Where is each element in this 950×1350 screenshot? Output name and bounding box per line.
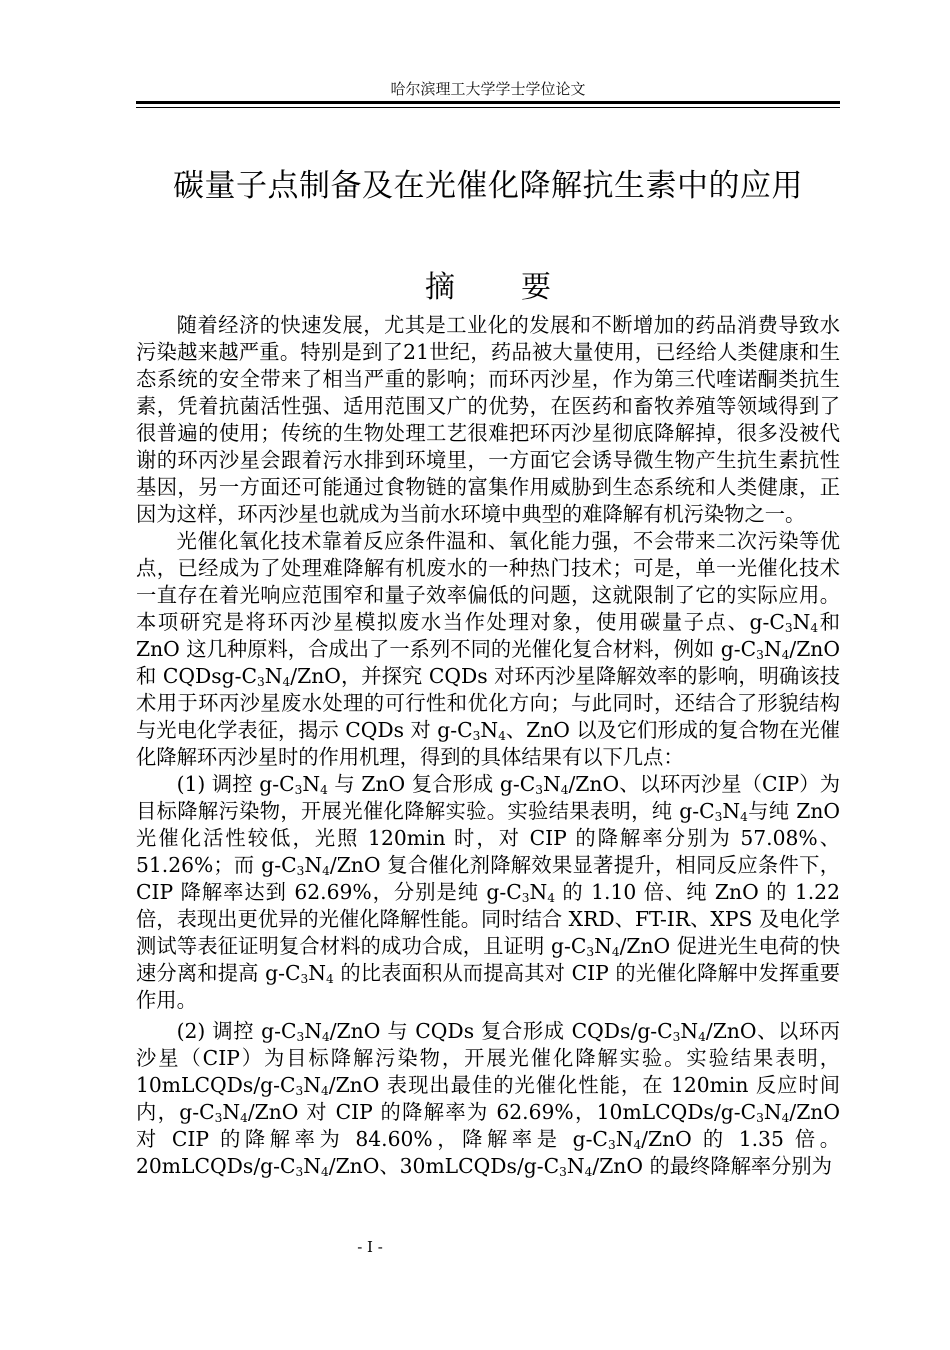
formula-subscript: 4 [322,864,330,879]
formula-text: N [304,1019,322,1043]
formula-text: N [302,772,321,796]
formula-text: N [303,1073,321,1097]
formula-text: g-C [637,1019,673,1043]
formula-subscript: 4 [321,1030,330,1045]
formula-text: /ZnO [789,637,840,661]
formula-subscript: 3 [756,648,764,663]
formula-text: N [763,1100,782,1124]
formula-subscript: 3 [559,1165,567,1180]
formula-subscript: 4 [584,1165,593,1180]
formula-text: g-C [572,1127,608,1151]
formula-text: N [542,772,561,796]
formula-subscript: 3 [784,621,793,636]
formula-gcn-zno [637,1019,756,1043]
formula-subscript: 3 [607,1138,616,1153]
formula-text: g-C [523,1154,560,1178]
abstract-body [136,312,840,1180]
abstract-heading-char-1: 摘 [425,270,455,305]
formula-gcn-zno [573,1127,692,1151]
formula-text: /ZnO [641,1127,692,1151]
formula-text: N [222,1100,241,1124]
formula-text: g-C [679,799,715,823]
formula-gcn [437,718,506,742]
formula-gcn [259,772,328,796]
formula-subscript: 4 [740,810,748,825]
formula-subscript: 3 [521,891,530,906]
formula-text: N [264,664,283,688]
formula-text: /ZnO [789,1100,840,1124]
formula-subscript: 4 [326,972,334,987]
formula-gcn [749,610,818,634]
formula-text: g-C [499,772,536,796]
abstract-paragraph-2: 光催化氧化技术靠着反应条件温和、氧化能力强，不会带来二次污染等优点，已经成为了处理难降解有机废水的一种热门技术；可是，单一光催化技术一直存在着光响应范围窄和量子效率偏低的问题，这就限制了它的实际应用。本项研究是将环丙沙星模拟废水当作处理对象，使用碳量子点、$g-C_3N_4$和 ZnO 这几种原料，合成出了一系列不同的光催化复合材料，例如 $g-C_3N_4$/ZnO 和 CQDsg-$C_3N_4$/ZnO，并探究 CQDs 对环丙沙星降解效率的影响，明确该技术用于环丙沙星废水处理的可行性和优化方向；与此同时，还结合了形貌结构与光电化学表征，揭示 CQDs 对 $g-C_3N_4$、ZnO 以及它们形成的复合物在光催化降解环丙沙星时的作用机理，得到的具体结果有以下几点： [136,529,840,769]
formula-gcn [486,880,555,904]
formula-text: /ZnO [592,1154,643,1178]
formula-subscript: 3 [756,1111,764,1126]
formula-subscript: 4 [321,1165,329,1180]
formula-text: /ZnO [290,664,341,688]
formula-subscript: 3 [300,972,309,987]
formula-text: N [304,853,323,877]
formula-subscript: 3 [535,783,543,798]
formula-subscript: 3 [714,810,723,825]
formula-subscript: 4 [240,1111,248,1126]
formula-subscript: 4 [282,675,291,690]
formula-gcn-zno-tail [242,664,341,688]
formula-text: g-C [260,1154,296,1178]
formula-subscript: 4 [633,1138,642,1153]
page-number: - I - [357,1238,383,1256]
formula-subscript: 3 [214,1111,223,1126]
formula-gcn-zno [551,934,670,958]
formula-subscript: 4 [321,1084,329,1099]
formula-gcn-zno [721,1100,840,1124]
formula-gcn-zno [721,637,840,661]
header-rule-thin [136,107,840,108]
formula-gcn-zno [261,853,380,877]
formula-text: /ZnO [329,853,381,877]
formula-subscript: 3 [672,1030,681,1045]
formula-text: g-C [749,610,785,634]
formula-text: N [594,934,612,958]
running-header: 哈尔滨理工大学学士学位论文 [390,80,586,98]
formula-text: N [722,799,741,823]
formula-text: N [763,637,782,661]
formula-subscript: 3 [257,675,265,690]
formula-subscript: 3 [296,864,305,879]
formula-subscript: 3 [296,1030,305,1045]
thesis-title: 碳量子点制备及在光催化降解抗生素中的应用 [173,168,803,204]
formula-subscript: 3 [295,1165,304,1180]
formula-gcn [265,961,334,985]
abstract-paragraph-3: (1) 调控 $g-C_3N_4$ 与 ZnO 复合形成 $g-C_3N_4$/ZnO、以环丙沙星（CIP）为目标降解污染物，开展光催化降解实验。实验结果表明，纯 $g-C_3N_4$与纯 ZnO 光催化活性较低，光照 120min 时，对 CIP 的降解率分别为 57.08%、51.26%；而 $g-C_3N_4$/ZnO 复合催化剂降解效果显著提升，相同反应条件下，CIP 降解率达到 62.69%，分别是纯 $g-C_3N_4$ 的 1.10 倍、纯 ZnO 的 1.22 倍，表现出更优异的光催化降解性能。同时结合 XRD、FT-IR、XPS 及电化学测试等表征证明复合材料的成功合成，且证明 $g-C_3N_4$/ZnO 促进光生电荷的快速分离和提高 $g-C_3N_4$ 的比表面积从而提高其对 CIP 的光催化降解中发挥重要作用。 [136,772,841,1012]
abstract-paragraph-4: (2) 调控 $g-C_3N_4$/ZnO 与 CQDs 复合形成 CQDs/$g-C_3N_4$/ZnO、以环丙沙星（CIP）为目标降解污染物，开展光催化降解实验。实验结果表明，$10mLCQDs/g-C_3N_4$/ZnO 表现出最佳的光催化性能，在 120min 反应时间内，$g-C_3N_4$/ZnO 对 CIP 的降解率为 62.69%，$10mLCQDs/g-C_3N_4$/ZnO 对 CIP 的降解率为 84.60%，降解率是 $g-C_3N_4$/ZnO 的 1.35 倍。$20mLCQDs/g-C_3N_4$/ZnO、$30mLCQDs/g-C_3N_4$/ZnO 的最终降解率分别为 [136,1019,841,1180]
formula-gcn-zno [524,1154,643,1178]
formula-subscript: 3 [472,729,481,744]
formula-subscript: 3 [294,783,303,798]
abstract-heading-char-2: 要 [521,270,551,305]
header-rule-thick [136,101,840,104]
formula-text: g-C [259,772,295,796]
formula-subscript: 4 [498,729,506,744]
formula-text: N [480,718,499,742]
formula-text: N [792,610,811,634]
formula-text: g-C [720,637,757,661]
formula-text: /ZnO [568,772,620,796]
formula-subscript: 4 [810,621,819,636]
formula-gcn-zno [260,1154,379,1178]
formula-subscript: 4 [781,1111,790,1126]
formula-subscript: 4 [698,1030,706,1045]
formula-subscript: 3 [586,945,595,960]
formula-gcn-zno [179,1100,298,1124]
formula-subscript: 4 [781,648,790,663]
formula-text: g-C [720,1100,757,1124]
formula-text: N [615,1127,634,1151]
formula-text: /ZnO [247,1100,299,1124]
formula-text: g-C [550,934,587,958]
formula-subscript: 3 [295,1084,304,1099]
formula-text: N [303,1154,321,1178]
formula-text: g-C [260,1073,296,1097]
formula-text: /ZnO [619,934,671,958]
formula-text: N [529,880,548,904]
formula-text: g-C [261,853,297,877]
formula-text: g-C [265,961,301,985]
formula-text: N [308,961,327,985]
formula-text: g-C [179,1100,215,1124]
formula-gcn [679,799,748,823]
formula-subscript: 4 [560,783,569,798]
formula-subscript: 4 [611,945,620,960]
abstract-paragraph-1: 随着经济的快速发展，尤其是工业化的发展和不断增加的药品消费导致水污染越来越严重。特别是到了21世纪，药品被大量使用，已经给人类健康和生态系统的安全带来了相当严重的影响；而环丙沙星，作为第三代喹诺酮类抗生素，凭着抗菌活性强、适用范围又广的优势，在医药和畜牧养殖等领域得到了很普遍的使用；传统的生物处理工艺很难把环丙沙星彻底降解掉，很多没被代谢的环丙沙星会跟着污水排到环境里，一方面它会诱导微生物产生抗生素抗性基因，另一方面还可能通过食物链的富集作用威胁到生态系统和人类健康，正因为这样，环丙沙星也就成为当前水环境中典型的难降解有机污染物之一。 [136,313,840,526]
formula-text: /ZnO [329,1019,381,1043]
formula-text: g-C [486,880,522,904]
formula-text: N [566,1154,585,1178]
formula-text: N [680,1019,699,1043]
formula-text: /ZnO [705,1019,757,1043]
formula-subscript: 4 [547,891,555,906]
formula-text: g-C [261,1019,297,1043]
abstract-heading [136,262,840,306]
formula-subscript: 4 [320,783,328,798]
formula-text: g-C [437,718,473,742]
formula-text: /ZnO [328,1073,380,1097]
formula-text: /ZnO [328,1154,380,1178]
formula-gcn-zno [261,1019,380,1043]
formula-text: C [241,664,258,688]
formula-gcn-zno [260,1073,379,1097]
formula-gcn-zno [500,772,619,796]
